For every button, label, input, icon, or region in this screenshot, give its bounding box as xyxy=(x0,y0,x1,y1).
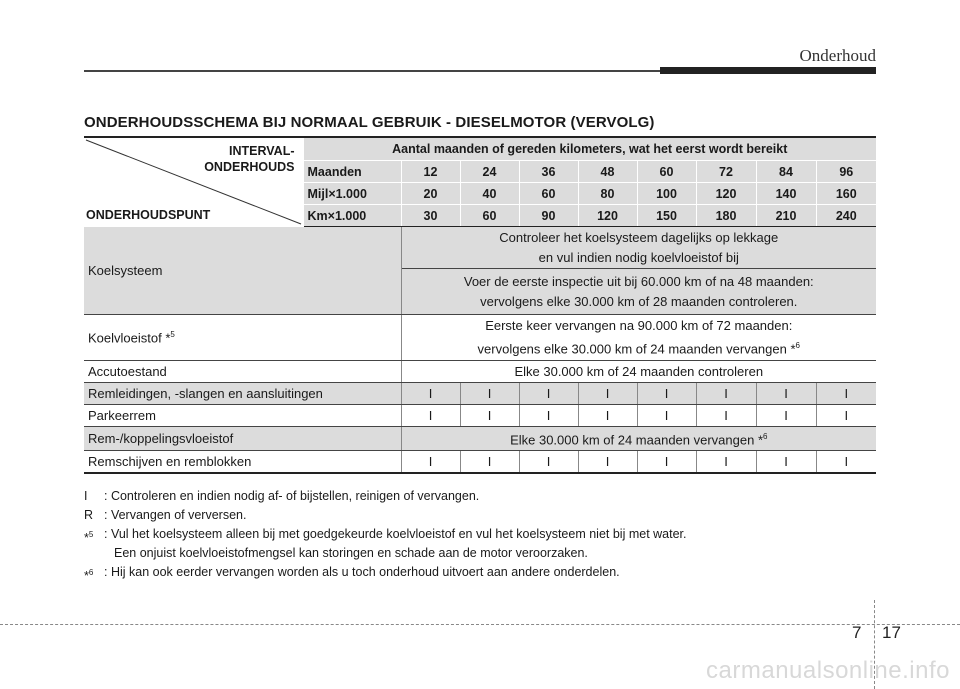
koelvloeistof-text-2: vervolgens elke 30.000 km of 24 maanden vervangen *$^6$ xyxy=(477,340,800,357)
koelsysteem-text-2a: Voer de eerste inspectie uit bij 60.000 km of na 48 maanden: xyxy=(463,273,814,289)
row-label-parkeerrem: Parkeerrem xyxy=(84,405,401,427)
footnotes xyxy=(84,487,884,586)
note-key: I xyxy=(84,489,88,503)
months-cell: 12 xyxy=(401,161,460,183)
chapter-number: 7 xyxy=(852,623,862,642)
mark-cell: I xyxy=(401,383,460,405)
mark-cell: I xyxy=(756,383,816,405)
koelsysteem-text-2 xyxy=(401,269,876,315)
note-key: R xyxy=(84,508,94,522)
mark-cell: I xyxy=(401,405,460,427)
miles-cell: 160 xyxy=(816,183,876,205)
months-cell: 84 xyxy=(756,161,816,183)
mark-cell: I xyxy=(756,405,816,427)
corner-onderhouds-label: ONDERHOUDS xyxy=(204,160,295,174)
header-bar xyxy=(660,67,876,74)
mark-cell: I xyxy=(696,405,756,427)
mark-cell: I xyxy=(578,383,637,405)
mark-cell: I xyxy=(460,451,519,473)
note-key: *$^6$ xyxy=(84,568,94,584)
mark-cell: I xyxy=(816,383,876,405)
koelsysteem-text-1 xyxy=(401,227,876,269)
mark-cell: I xyxy=(519,405,578,427)
mark-cell: I xyxy=(756,451,816,473)
km-cell: 60 xyxy=(460,205,519,227)
note-text: : Vul het koelsysteem alleen bij met goedgekeurde koelvloeistof en vul het koelsysteem niet bij met water. Een onjuist koelvloeistofmengsel kan storingen en schade aan de motor veroorzaken. xyxy=(104,527,687,560)
mark-cell: I xyxy=(460,383,519,405)
mark-cell: I xyxy=(578,405,637,427)
mark-cell: I xyxy=(696,451,756,473)
koelsysteem-text-2b: vervolgens elke 30.000 km of 28 maanden controleren. xyxy=(480,293,798,309)
km-cell: 30 xyxy=(401,205,460,227)
note-key: *$^5$ xyxy=(84,530,94,546)
months-cell: 24 xyxy=(460,161,519,183)
row-label-koelvloeistof: Koelvloeistof *$^5$ xyxy=(84,315,401,361)
koelsysteem-text-1b: en vul indien nodig koelvloeistof bij xyxy=(538,249,739,265)
mark-cell: I xyxy=(637,451,696,473)
miles-label: Mijl×1.000 xyxy=(303,183,401,205)
section-title: Onderhoud xyxy=(799,46,876,65)
row-label-remvloeistof: Rem-/koppelingsvloeistof xyxy=(84,427,401,451)
interval-header: Aantal maanden of gereden kilometers, wat het eerst wordt bereikt xyxy=(303,137,876,161)
months-label: Maanden xyxy=(303,161,401,183)
mark-cell: I xyxy=(460,405,519,427)
miles-cell: 100 xyxy=(637,183,696,205)
mark-cell: I xyxy=(637,405,696,427)
months-cell: 72 xyxy=(696,161,756,183)
note-item xyxy=(84,563,884,586)
miles-cell: 60 xyxy=(519,183,578,205)
remvloeistof-text: Elke 30.000 km of 24 maanden vervangen *$^6$ xyxy=(401,427,876,451)
koelvloeistof-text-1: Eerste keer vervangen na 90.000 km of 72 maanden: xyxy=(485,317,793,333)
page-number: 17 xyxy=(882,623,901,642)
row-label-remleidingen: Remleidingen, -slangen en aansluitingen xyxy=(84,383,401,405)
note-text: : Controleren en indien nodig af- of bijstellen, reinigen of vervangen. xyxy=(104,489,480,503)
note-item xyxy=(84,487,884,506)
note-item xyxy=(84,525,884,563)
mark-cell: I xyxy=(816,451,876,473)
miles-cell: 20 xyxy=(401,183,460,205)
table-corner-header xyxy=(84,137,303,227)
koelsysteem-text-1a: Controleer het koelsysteem dagelijks op lekkage xyxy=(499,229,779,245)
accu-text: Elke 30.000 km of 24 maanden controleren xyxy=(401,361,876,383)
miles-cell: 40 xyxy=(460,183,519,205)
km-label: Km×1.000 xyxy=(303,205,401,227)
note-item xyxy=(84,506,884,525)
km-cell: 120 xyxy=(578,205,637,227)
footer-rule xyxy=(0,624,960,625)
km-cell: 210 xyxy=(756,205,816,227)
mark-cell: I xyxy=(578,451,637,473)
corner-interval-label: INTERVAL- xyxy=(228,144,295,158)
mark-cell: I xyxy=(696,383,756,405)
note-text: : Hij kan ook eerder vervangen worden als u toch onderhoud uitvoert aan andere onderdelen. xyxy=(104,565,620,579)
miles-cell: 80 xyxy=(578,183,637,205)
maintenance-schedule-table xyxy=(84,136,876,474)
miles-cell: 140 xyxy=(756,183,816,205)
km-cell: 240 xyxy=(816,205,876,227)
row-label-accutoestand: Accutoestand xyxy=(84,361,401,383)
note-text: : Vervangen of verversen. xyxy=(104,508,247,522)
months-cell: 60 xyxy=(637,161,696,183)
mark-cell: I xyxy=(816,405,876,427)
row-label-koelsysteem: Koelsysteem xyxy=(84,227,401,315)
mark-cell: I xyxy=(401,451,460,473)
km-cell: 150 xyxy=(637,205,696,227)
watermark: carmanualsonline.info xyxy=(706,657,950,684)
mark-cell: I xyxy=(519,451,578,473)
km-cell: 180 xyxy=(696,205,756,227)
months-cell: 96 xyxy=(816,161,876,183)
miles-cell: 120 xyxy=(696,183,756,205)
page-title: ONDERHOUDSSCHEMA BIJ NORMAAL GEBRUIK - DIESELMOTOR (VERVOLG) xyxy=(84,114,655,131)
mark-cell: I xyxy=(519,383,578,405)
corner-onderhoudspunt-label: ONDERHOUDSPUNT xyxy=(86,207,211,222)
koelvloeistof-text xyxy=(401,315,876,361)
months-cell: 48 xyxy=(578,161,637,183)
header-rule xyxy=(84,70,660,72)
mark-cell: I xyxy=(637,383,696,405)
km-cell: 90 xyxy=(519,205,578,227)
row-label-remschijven: Remschijven en remblokken xyxy=(84,451,401,473)
months-cell: 36 xyxy=(519,161,578,183)
